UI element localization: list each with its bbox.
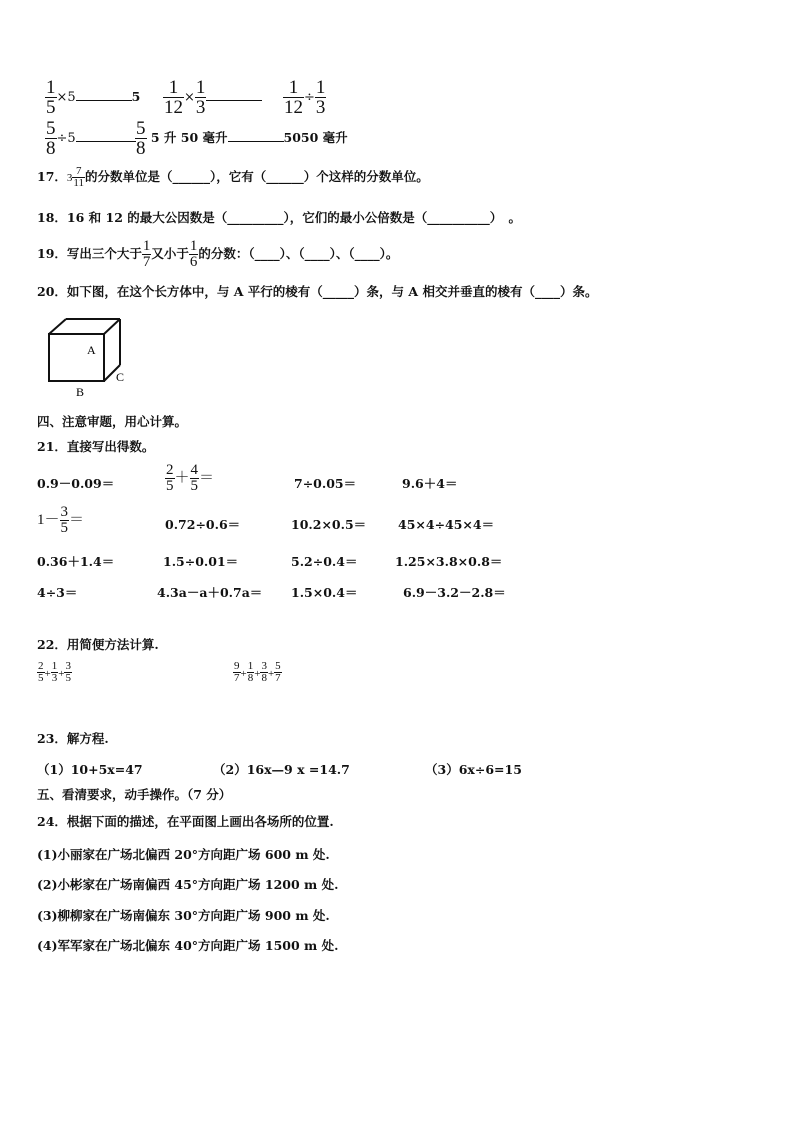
simplify-expression-2: $\frac{9}{7}$ + $\frac{1}{8}$ + $\frac{3}{8}$ + $\frac{5}{7}$ bbox=[234, 660, 281, 684]
fraction: $\frac{1}{5}$ bbox=[46, 77, 56, 118]
fraction: $\frac{1}{3}$ bbox=[195, 77, 206, 118]
label-b: B bbox=[76, 385, 85, 399]
fraction: $\frac{2}{5}$ bbox=[38, 660, 44, 684]
fraction: $\frac{1}{3}$ bbox=[315, 77, 326, 118]
calc-item: 1.25×3.8×0.8＝ bbox=[395, 554, 503, 569]
question-21-title: 21．直接写出得数。 bbox=[37, 439, 155, 454]
section-5-title: 五、看清要求，动手操作。（7 分） bbox=[37, 787, 232, 802]
label-a: A bbox=[87, 343, 96, 357]
calc-item: 7÷0.05＝ bbox=[294, 476, 357, 491]
fraction: $\frac{1}{12}$ bbox=[284, 77, 303, 118]
calc-item: 4.3a－a＋0.7a＝ bbox=[157, 585, 263, 600]
calc-item: $\frac{2}{5}$ ＋ $\frac{4}{5}$ ＝ bbox=[166, 462, 215, 494]
fraction: $\frac{1}{6}$ bbox=[189, 238, 198, 270]
q16-row1-a: $\frac{1}{5}$ ×5 5 bbox=[46, 77, 141, 118]
fraction: $\frac{5}{8}$ bbox=[136, 118, 146, 159]
fraction: $\frac{4}{5}$ bbox=[190, 462, 199, 494]
fraction: $\frac{1}{7}$ bbox=[142, 238, 151, 270]
question-17: 17．3 $\frac{7}{11}$ 的分数单位是（______），它有（______）个这样的分数单位。 bbox=[37, 165, 429, 189]
fraction: $\frac{5}{7}$ bbox=[275, 660, 281, 684]
calc-item: 0.36＋1.4＝ bbox=[37, 554, 115, 569]
equation-1: （1）10+5x=47 bbox=[37, 762, 143, 777]
fraction: $\frac{1}{3}$ bbox=[51, 660, 58, 684]
fraction: $\frac{3}{8}$ bbox=[261, 660, 267, 684]
q16-row1-b: $\frac{1}{12}$ × $\frac{1}{3}$ bbox=[163, 78, 262, 117]
question-23-title: 23．解方程. bbox=[37, 731, 109, 746]
q16-row2-a: $\frac{5}{8}$ ÷5 bbox=[45, 119, 136, 158]
fraction: $\frac{1}{8}$ bbox=[247, 660, 254, 684]
calc-item: 0.9－0.09＝ bbox=[37, 476, 115, 491]
answer-blank[interactable] bbox=[76, 88, 132, 101]
fraction: $\frac{3}{5}$ bbox=[60, 504, 69, 536]
equation-2: （2）16x—9 x =14.7 bbox=[213, 762, 350, 777]
answer-blank[interactable] bbox=[76, 129, 136, 142]
calc-item: 9.6＋4＝ bbox=[402, 476, 458, 491]
answer-blank[interactable] bbox=[206, 88, 262, 101]
calc-item: 1.5÷0.01＝ bbox=[163, 554, 239, 569]
fraction: $\frac{7}{11}$ bbox=[73, 165, 84, 189]
description-item: (2)小彬家在广场南偏西 45°方向距广场 1200 m 处. bbox=[37, 877, 339, 892]
calc-item: 1.5×0.4＝ bbox=[291, 585, 358, 600]
question-20: 20．如下图，在这个长方体中，与 A 平行的棱有（_____）条，与 A 相交并垂直的棱有（____）条。 bbox=[37, 284, 598, 299]
label-c: C bbox=[116, 370, 125, 384]
calc-item: 0.72÷0.6＝ bbox=[165, 517, 241, 532]
fraction: $\frac{1}{12}$ bbox=[164, 77, 183, 118]
question-19: 19．写出三个大于 $\frac{1}{7}$ 又小于 $\frac{1}{6}$ 的分数：（____）、（____）、（____）。 bbox=[37, 238, 399, 270]
description-item: (3)柳柳家在广场南偏东 30°方向距广场 900 m 处. bbox=[37, 908, 330, 923]
equation-3: （3）6x÷6=15 bbox=[425, 762, 522, 777]
question-24-title: 24．根据下面的描述，在平面图上画出各场所的位置. bbox=[37, 814, 334, 829]
calc-item: 45×4÷45×4＝ bbox=[398, 517, 495, 532]
calc-item: 1－ $\frac{3}{5}$ ＝ bbox=[37, 504, 85, 536]
simplify-expression-1: $\frac{2}{5}$ + $\frac{1}{3}$ + $\frac{3}{5}$ bbox=[38, 660, 71, 684]
calc-item: 4÷3＝ bbox=[37, 585, 78, 600]
calc-item: 5.2÷0.4＝ bbox=[291, 554, 358, 569]
description-item: (1)小丽家在广场北偏西 20°方向距广场 600 m 处. bbox=[37, 847, 330, 862]
question-18: 18．16 和 12 的最大公因数是（_________），它们的最小公倍数是（__________） 。 bbox=[37, 210, 521, 225]
fraction: $\frac{9}{7}$ bbox=[234, 660, 240, 684]
fraction: $\frac{3}{5}$ bbox=[65, 660, 71, 684]
fraction: $\frac{2}{5}$ bbox=[166, 462, 174, 494]
description-item: (4)军军家在广场北偏东 40°方向距广场 1500 m 处. bbox=[37, 938, 339, 953]
q16-row1-c: $\frac{1}{12}$ ÷ $\frac{1}{3}$ bbox=[284, 77, 326, 118]
fraction: $\frac{5}{8}$ bbox=[46, 118, 56, 159]
calc-item: 10.2×0.5＝ bbox=[291, 517, 367, 532]
section-4-title: 四、注意审题，用心计算。 bbox=[37, 414, 188, 429]
q16-row2-b: $\frac{5}{8}$ 5 升 50 毫升 5050 毫升 bbox=[136, 118, 348, 159]
cuboid-figure bbox=[44, 316, 134, 402]
answer-blank[interactable] bbox=[228, 129, 284, 142]
question-22-title: 22．用简便方法计算. bbox=[37, 637, 159, 652]
calc-item: 6.9－3.2－2.8＝ bbox=[403, 585, 506, 600]
